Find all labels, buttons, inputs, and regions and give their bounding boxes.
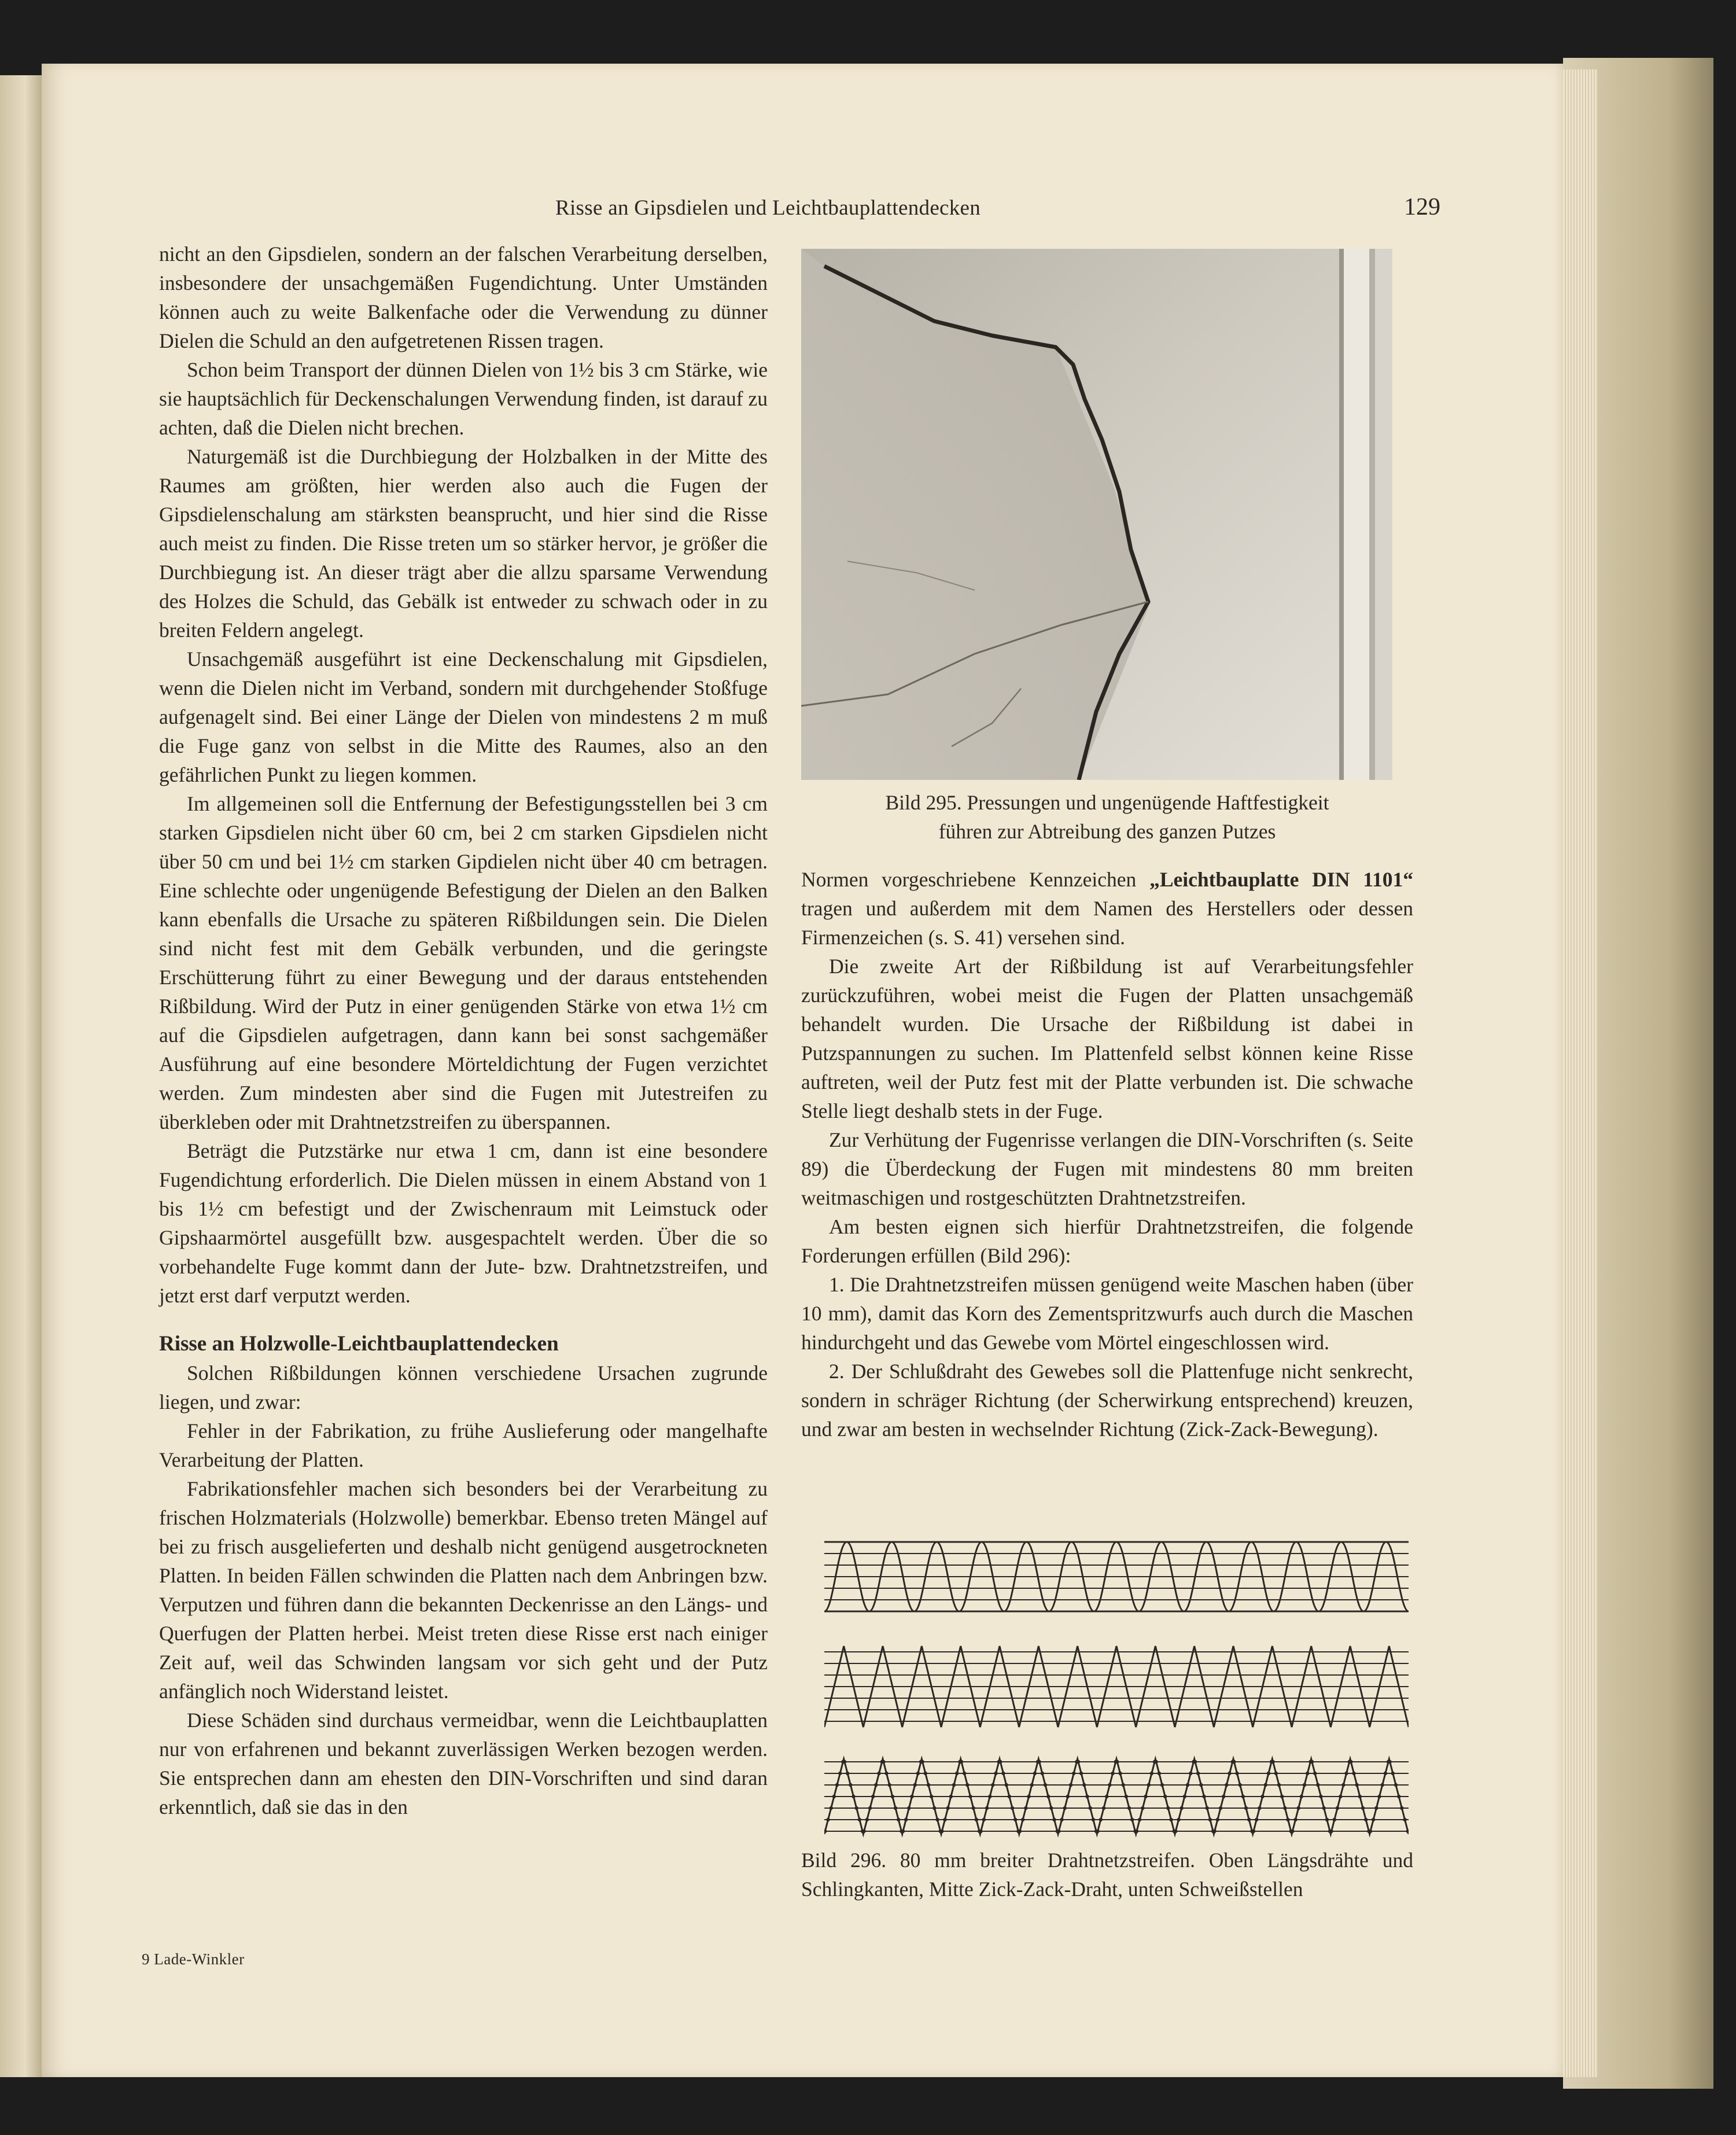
- weld-point: [1374, 1806, 1378, 1810]
- mesh-strip-middle: [824, 1646, 1409, 1727]
- weld-point: [920, 1760, 924, 1764]
- weld-point: [1391, 1772, 1395, 1775]
- weld-point: [1208, 1818, 1212, 1821]
- weld-point: [884, 1772, 888, 1775]
- mesh-strip-top: [824, 1542, 1409, 1611]
- weld-point: [1046, 1795, 1050, 1798]
- weld-point: [916, 1772, 920, 1775]
- weld-point: [1212, 1830, 1216, 1833]
- weld-point: [1127, 1806, 1131, 1810]
- weld-point: [1082, 1783, 1086, 1787]
- weld-point: [1150, 1772, 1153, 1775]
- weld-point: [1306, 1772, 1309, 1775]
- weld-point: [1280, 1795, 1284, 1798]
- weld-point: [1041, 1772, 1044, 1775]
- weld-point: [946, 1806, 950, 1810]
- weld-point: [1130, 1818, 1134, 1821]
- weld-point: [888, 1783, 891, 1787]
- paragraph-text: Normen vorgeschriebene Kennzeichen: [801, 868, 1150, 891]
- weld-point: [1283, 1806, 1287, 1810]
- weld-point: [1105, 1795, 1108, 1798]
- weld-point: [1358, 1795, 1362, 1798]
- weld-point: [1079, 1772, 1083, 1775]
- weld-point: [1069, 1783, 1072, 1787]
- weld-point: [858, 1818, 861, 1821]
- weld-point: [913, 1783, 917, 1787]
- weld-point: [1241, 1795, 1245, 1798]
- weld-point: [955, 1772, 959, 1775]
- weld-point: [826, 1818, 830, 1821]
- weld-point: [1066, 1795, 1070, 1798]
- weld-point: [1322, 1806, 1326, 1810]
- weld-point: [1216, 1818, 1219, 1821]
- weld-point: [1077, 1760, 1080, 1764]
- weld-point: [1400, 1806, 1403, 1810]
- weld-point: [991, 1783, 994, 1787]
- weld-point: [1072, 1772, 1075, 1775]
- weld-point: [1319, 1795, 1322, 1798]
- weld-point: [972, 1806, 975, 1810]
- weld-point: [994, 1772, 997, 1775]
- weld-point: [1166, 1806, 1170, 1810]
- weld-point: [862, 1830, 865, 1833]
- weld-point: [907, 1806, 911, 1810]
- weld-point: [865, 1818, 869, 1821]
- weld-point: [1183, 1795, 1186, 1798]
- page-number: 129: [1404, 194, 1440, 220]
- bold-label: „Leichtbauplatte DIN 1101“: [1149, 868, 1413, 891]
- weld-point: [1108, 1783, 1111, 1787]
- weld-point: [901, 1830, 905, 1833]
- paragraph: Fehler in der Fabrikation, zu frühe Auslieferung oder mangelhafte Verarbeitung der Platten.: [159, 1419, 768, 1471]
- weld-point: [1232, 1760, 1236, 1764]
- weld-point: [1202, 1795, 1206, 1798]
- paragraph: 2. Der Schlußdraht des Gewebes soll die Plattenfuge nicht senkrecht, sondern in schräger Richtung (der Scherwirkung entsprechend) kreuzen, und zwar am besten in wechselnder Richtung (Zick-Zack-Bewegung).: [801, 1360, 1413, 1441]
- weld-point: [1372, 1818, 1375, 1821]
- weld-point: [1244, 1806, 1248, 1810]
- weld-point: [1115, 1760, 1119, 1764]
- weld-point: [1141, 1806, 1144, 1810]
- paragraph: [801, 865, 1413, 952]
- paragraph: Fabrikationsfehler machen sich besonders bei der Verarbeitung zu frischen Holzmaterials (Holzwolle) bemerkbar. Ebenso treten Mängel auf bei zu frisch ausgelieferten und deshalb nicht genügend ausgetrockneten Platten. In beiden Fällen schwinden die Platten nach dem Anbringen bzw. Verputzen und führen dann die bekannten Deckenrisse an den Längs- und Querfugen der Platten herbei. Meist treten diese Risse erst nach einiger Zeit auf, weil das Schwinden langsam vor sich geht und der Putz anfänglich noch Widerstand leistet.: [159, 1477, 768, 1703]
- weld-point: [1018, 1830, 1022, 1833]
- weld-point: [1222, 1795, 1225, 1798]
- weld-point: [910, 1795, 913, 1798]
- weld-point: [1089, 1806, 1092, 1810]
- weld-point: [1189, 1772, 1192, 1775]
- weld-point: [1102, 1806, 1105, 1810]
- weld-point: [1024, 1806, 1027, 1810]
- paragraph: nicht an den Gipsdielen, sondern an der falschen Verarbeitung derselben, insbesondere der unsachgemäßen Fugendichtung. Unter Umständen können auch zu weite Balkenfache oder die Verwendung zu dünner Dielen die Schuld an den aufgetretenen Rissen tragen.: [159, 242, 768, 352]
- weld-point: [1267, 1772, 1270, 1775]
- weld-point: [1005, 1783, 1008, 1787]
- weld-point: [846, 1772, 849, 1775]
- weld-point: [1021, 1818, 1024, 1821]
- weld-point: [1060, 1818, 1063, 1821]
- weld-point: [891, 1795, 894, 1798]
- weld-point: [1177, 1818, 1180, 1821]
- weld-point: [1349, 1760, 1352, 1764]
- weld-point: [1352, 1772, 1355, 1775]
- weld-point: [1300, 1795, 1303, 1798]
- paragraph: Schon beim Transport der dünnen Dielen von 1½ bis 3 cm Stärke, wie sie hauptsächlich für Deckenschalungen Verwendung finden, ist darauf zu achten, daß die Dielen nicht brechen.: [159, 358, 768, 439]
- weld-point: [968, 1795, 972, 1798]
- weld-point: [855, 1806, 858, 1810]
- weld-point: [1403, 1818, 1406, 1821]
- weld-point: [832, 1795, 836, 1798]
- paragraph: Zur Verhütung der Fugenrisse verlangen die DIN-Vorschriften (s. Seite 89) die Überdeckung der Fugen mit mindestens 80 mm breiten weitmaschigen und rostgeschützten Drahtnetzstreifen.: [801, 1128, 1413, 1209]
- weld-point: [1310, 1760, 1314, 1764]
- crack-photo: [801, 249, 1392, 780]
- weld-point: [838, 1772, 842, 1775]
- weld-point: [1118, 1772, 1122, 1775]
- paragraph: Am besten eignen sich hierfür Drahtnetzstreifen, die folgende Forderungen erfüllen (Bild 296):: [801, 1215, 1413, 1267]
- weld-point: [1044, 1783, 1047, 1787]
- weld-point: [932, 1806, 936, 1810]
- paragraph: Unsachgemäß ausgeführt ist eine Deckenschalung mit Gipsdielen, wenn die Dielen nicht im Verband, sondern mit durchgehender Stoßfuge aufgenagelt sind. Bei einer Länge der Dielen von mindestens 2 m muß die Fuge ganz von selbst in die Mitte des Raumes, also an den gefährlichen Punkt zu liegen kommen.: [159, 647, 768, 786]
- weld-point: [1001, 1772, 1005, 1775]
- section-heading: Risse an Holzwolle-Leichtbauplattendecken: [159, 1332, 559, 1356]
- weld-point: [1049, 1806, 1053, 1810]
- weld-point: [1381, 1783, 1384, 1787]
- weld-point: [1099, 1818, 1103, 1821]
- weld-point: [943, 1818, 946, 1821]
- weld-point: [1291, 1830, 1294, 1833]
- weld-point: [1252, 1830, 1255, 1833]
- weld-point: [868, 1806, 872, 1810]
- weld-point: [1085, 1795, 1089, 1798]
- crack-photo-illustration: [801, 249, 1392, 780]
- weld-point: [1329, 1830, 1333, 1833]
- paragraph: Naturgemäß ist die Durchbiegung der Holzbalken in der Mitte des Raumes am größten, hier werden also auch die Fugen der Gipsdielenschalung am stärksten beansprucht, und hier sind die Risse auch meist zu finden. Die Risse treten um so stärker hervor, je größer die Durchbiegung ist. An dieser trägt aber die allzu sparsame Verwendung des Holzes die Schuld, das Gebälk ist entweder zu schwach oder in zu breiten Feldern angelegt.: [159, 445, 768, 642]
- weld-point: [1293, 1818, 1297, 1821]
- weld-point: [1303, 1783, 1306, 1787]
- weld-point: [1235, 1772, 1239, 1775]
- weld-point: [1196, 1772, 1200, 1775]
- printer-signature: 9 Lade-Winkler: [142, 1950, 245, 1968]
- weld-point: [1180, 1806, 1184, 1810]
- weld-point: [1297, 1806, 1300, 1810]
- weld-point: [1325, 1818, 1329, 1821]
- weld-point: [1135, 1830, 1138, 1833]
- weld-point: [1316, 1783, 1319, 1787]
- weld-point: [1063, 1806, 1067, 1810]
- weld-point: [998, 1760, 1002, 1764]
- weld-point: [1174, 1830, 1177, 1833]
- weld-point: [1122, 1783, 1125, 1787]
- weld-point: [835, 1783, 839, 1787]
- weld-point: [1364, 1818, 1368, 1821]
- page-stack-edges: [1563, 69, 1598, 2077]
- wire-mesh-illustration: [824, 1530, 1409, 1843]
- figure-caption: Bild 296. 80 mm breiter Drahtnetzstreifen. Oben Längsdrähte und Schlingkanten, Mitte Zick-Zack-Draht, unten Schweißstellen: [801, 1849, 1413, 1901]
- mesh-strip-bottom: [824, 1759, 1409, 1834]
- weld-point: [1013, 1818, 1017, 1821]
- weld-point: [1397, 1795, 1400, 1798]
- weld-point: [1361, 1806, 1365, 1810]
- weld-point: [927, 1783, 930, 1787]
- weld-point: [852, 1795, 855, 1798]
- weld-point: [982, 1818, 986, 1821]
- weld-point: [1225, 1783, 1228, 1787]
- weld-point: [1384, 1772, 1387, 1775]
- weld-point: [924, 1772, 927, 1775]
- weld-point: [1271, 1760, 1274, 1764]
- paragraph: 1. Die Drahtnetzstreifen müssen genügend weite Maschen haben (über 10 mm), damit das Korn des Zementspritzwurfs auch durch die Maschen hindurchgeht und das Gewebe vom Mörtel eingeschlossen wird.: [801, 1273, 1413, 1354]
- running-head: Risse an Gipsdielen und Leichtbauplattendecken: [555, 196, 981, 220]
- weld-point: [1011, 1806, 1014, 1810]
- weld-point: [1160, 1783, 1164, 1787]
- weld-point: [952, 1783, 956, 1787]
- weld-point: [1206, 1806, 1209, 1810]
- weld-point: [1158, 1772, 1161, 1775]
- left-column: [159, 240, 768, 1821]
- weld-point: [1333, 1818, 1336, 1821]
- weld-point: [1027, 1795, 1030, 1798]
- weld-point: [1008, 1795, 1011, 1798]
- weld-point: [1388, 1760, 1391, 1764]
- paragraph: Diese Schäden sind durchaus vermeidbar, wenn die Leichtbauplatten nur von erfahrenen und bekannt zuverlässigen Werken bezogen werden. Sie entsprechen dann am ehesten den DIN-Vorschriften und sind daran erkenntlich, daß sie das in den: [159, 1709, 768, 1819]
- weld-point: [1377, 1795, 1381, 1798]
- weld-point: [1186, 1783, 1189, 1787]
- weld-point: [1344, 1772, 1348, 1775]
- weld-point: [1406, 1830, 1409, 1833]
- weld-point: [894, 1806, 897, 1810]
- weld-point: [1277, 1783, 1281, 1787]
- weld-point: [830, 1806, 833, 1810]
- weld-point: [882, 1760, 885, 1764]
- paragraph: Die zweite Art der Rißbildung ist auf Verarbeitungsfehler zurückzuführen, wobei meist die Fugen der Platten unsachgemäß behandelt wurden. Die Ursache der Rißbildung ist dabei in Putzspannungen zu suchen. Im Plattenfeld selbst können keine Risse auftreten, weil der Putz fest mit der Platte verbunden ist. Die schwache Stelle liegt deshalb stets in der Fuge.: [801, 955, 1413, 1122]
- weld-point: [1163, 1795, 1167, 1798]
- weld-point: [985, 1806, 989, 1810]
- weld-point: [979, 1830, 982, 1833]
- paragraph-text: tragen und außerdem mit dem Namen des Herstellers oder dessen Firmenzeichen (s. S. 41) versehen sind.: [801, 897, 1413, 949]
- weld-point: [949, 1795, 953, 1798]
- weld-point: [871, 1795, 875, 1798]
- weld-point: [1111, 1772, 1114, 1775]
- photo-caption-line: Bild 295. Pressungen und ungenügende Haftfestigkeit: [885, 791, 1329, 814]
- weld-point: [874, 1783, 878, 1787]
- weld-point: [1219, 1806, 1222, 1810]
- weld-point: [1052, 1818, 1056, 1821]
- weld-point: [1260, 1795, 1264, 1798]
- paragraph: Im allgemeinen soll die Entfernung der Befestigungsstellen bei 3 cm starken Gipsdielen nicht über 60 cm, bei 2 cm starken Gipsdielen nicht über 50 cm und bei 1½ cm starken Gipdielen nicht über 40 cm betragen. Eine schlechte oder ungenügende Befestigung der Dielen an den Balken kann ebenfalls die Ursache zu späteren Rißbildungen sein. Die Dielen sind nicht fest mit dem Gebälk verbunden, und die geringste Erschütterung führt zu einer Bewegung und der daraus entstehenden Rißbildung. Wird der Putz in einer genügenden Stärke von etwa 1½ cm auf die Gipsdielen aufgetragen, dann kann bei sonst sachgemäßer Ausführung auf eine besondere Mörteldichtung der Fugen verzichtet werden. Zum mindesten aber sind die Fugen mit Jutestreifen zu überkleben oder mit Drahtnetzstreifen zu überspannen.: [159, 792, 768, 1133]
- weld-point: [988, 1795, 992, 1798]
- weld-point: [963, 1772, 966, 1775]
- weld-point: [1125, 1795, 1128, 1798]
- weld-point: [849, 1783, 852, 1787]
- weld-point: [1037, 1760, 1041, 1764]
- weld-point: [1255, 1818, 1258, 1821]
- weld-point: [965, 1783, 969, 1787]
- weld-point: [1147, 1783, 1151, 1787]
- weld-point: [1193, 1760, 1197, 1764]
- paragraph: Solchen Rißbildungen können verschiedene Ursachen zugrunde liegen, und zwar:: [159, 1361, 768, 1413]
- weld-point: [1096, 1830, 1099, 1833]
- left-page-edge: [0, 75, 42, 2077]
- weld-point: [1394, 1783, 1398, 1787]
- weld-point: [1274, 1772, 1278, 1775]
- photo-caption-line: führen zur Abtreibung des ganzen Putzes: [938, 820, 1276, 843]
- weld-point: [1313, 1772, 1317, 1775]
- weld-point: [1341, 1783, 1345, 1787]
- weld-point: [940, 1830, 943, 1833]
- weld-point: [897, 1818, 900, 1821]
- weld-point: [1154, 1760, 1158, 1764]
- weld-point: [960, 1760, 963, 1764]
- paragraph: Beträgt die Putzstärke nur etwa 1 cm, dann ist eine besondere Fugendichtung erforderlich. Die Dielen müssen in einem Abstand von 1 bis 1½ cm befestigt und der Zwischenraum mit Leimstuck oder Gipshaarmörtel ausgefüllt bzw. ausgespachtelt werden. Über die so vorbehandelte Fuge kommt dann der Jute- bzw. Drahtnetzstreifen, und jetzt erst darf verputzt werden.: [159, 1139, 768, 1307]
- weld-point: [930, 1795, 933, 1798]
- weld-point: [1369, 1830, 1372, 1833]
- weld-point: [1057, 1830, 1060, 1833]
- weld-point: [904, 1818, 908, 1821]
- weld-point: [1199, 1783, 1203, 1787]
- weld-point: [1336, 1806, 1339, 1810]
- weld-point: [1030, 1783, 1034, 1787]
- weld-point: [1138, 1818, 1141, 1821]
- weld-point: [1144, 1795, 1147, 1798]
- weld-point: [1339, 1795, 1342, 1798]
- weld-point: [1239, 1783, 1242, 1787]
- weld-point: [843, 1760, 846, 1764]
- weld-point: [1092, 1818, 1095, 1821]
- weld-point: [1169, 1818, 1173, 1821]
- weld-point: [1264, 1783, 1267, 1787]
- photo-caption: [801, 788, 1413, 846]
- weld-point: [877, 1772, 880, 1775]
- weld-point: [1286, 1818, 1289, 1821]
- weld-point: [1258, 1806, 1261, 1810]
- weld-point: [975, 1818, 978, 1821]
- weld-point: [935, 1818, 939, 1821]
- weld-point: [1033, 1772, 1037, 1775]
- weld-point: [1247, 1818, 1251, 1821]
- weld-point: [1228, 1772, 1231, 1775]
- right-column: [801, 865, 1413, 1444]
- weld-point: [1355, 1783, 1359, 1787]
- weld-point: [824, 1830, 827, 1833]
